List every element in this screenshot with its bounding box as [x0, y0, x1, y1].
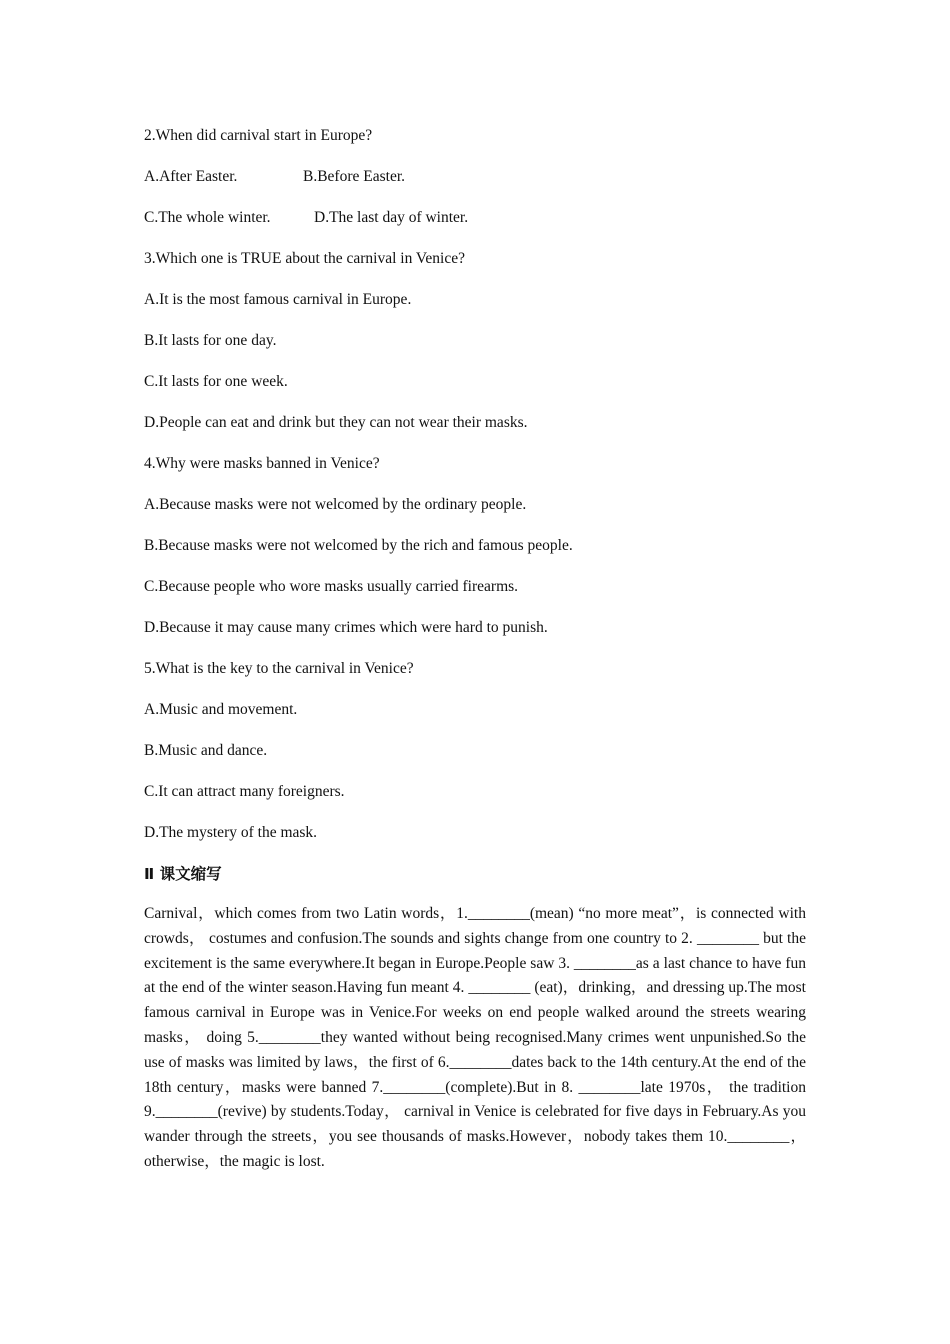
question-3-option-b: B.It lasts for one day. — [144, 332, 277, 349]
question-2-stem: 2.When did carnival start in Europe? — [144, 127, 373, 144]
question-3-stem: 3.Which one is TRUE about the carnival in Venice? — [144, 250, 465, 267]
question-4-option-b: B.Because masks were not welcomed by the rich and famous people. — [144, 537, 573, 554]
section-2-title: Ⅱ 课文缩写 — [144, 865, 222, 883]
question-2-option-b: B.Before Easter. — [303, 168, 406, 185]
question-5-option-a: A.Music and movement. — [144, 701, 298, 718]
question-3-option-a: A.It is the most famous carnival in Europe. — [144, 291, 412, 308]
question-2-option-a: A.After Easter. — [144, 168, 238, 185]
question-5-option-c: C.It can attract many foreigners. — [144, 783, 345, 800]
question-3-option-c: C.It lasts for one week. — [144, 373, 288, 390]
worksheet-page — [144, 124, 806, 1175]
question-2-options-row-2 — [144, 206, 806, 230]
question-4-stem: 4.Why were masks banned in Venice? — [144, 455, 380, 472]
question-4-option-a: A.Because masks were not welcomed by the ordinary people. — [144, 496, 527, 513]
question-2-options-row-1 — [144, 165, 806, 189]
summary-cloze-paragraph: Carnival，which comes from two Latin words，1.________(mean) “no more meat”，is connected with crowds， costumes and confusion.The sounds and sights change from one country to 2. ________ but the excitement is the same everywhere.It began in Europe.People saw 3. ________as a last chance to have fun at the end of the winter season.Having fun meant 4. ________ (eat)，drinking，and dressing up.The most famous carnival in Europe was in Venice.For weeks on end people walked around the streets wearing masks， doing 5.________they wanted without being recognised.Many crimes went unpunished.So the use of masks was limited by laws，the first of 6.________dates back to the 14th century.At the end of the 18th century，masks were banned 7.________(complete).But in 8. ________late 1970s， the tradition 9.________(revive) by students.Today， carnival in Venice is celebrated for five days in February.As you wander through the streets，you see thousands of masks.However，nobody takes them 10.________， otherwise，the magic is lost. — [144, 905, 806, 1170]
question-2-option-c: C.The whole winter. — [144, 209, 271, 226]
question-4-option-d: D.Because it may cause many crimes which were hard to punish. — [144, 619, 548, 636]
question-5-option-b: B.Music and dance. — [144, 742, 268, 759]
question-5-stem: 5.What is the key to the carnival in Venice? — [144, 660, 414, 677]
question-2-option-d: D.The last day of winter. — [314, 209, 469, 226]
question-4-option-c: C.Because people who wore masks usually carried firearms. — [144, 578, 519, 595]
question-5-option-d: D.The mystery of the mask. — [144, 824, 318, 841]
question-3-option-d: D.People can eat and drink but they can not wear their masks. — [144, 414, 528, 431]
